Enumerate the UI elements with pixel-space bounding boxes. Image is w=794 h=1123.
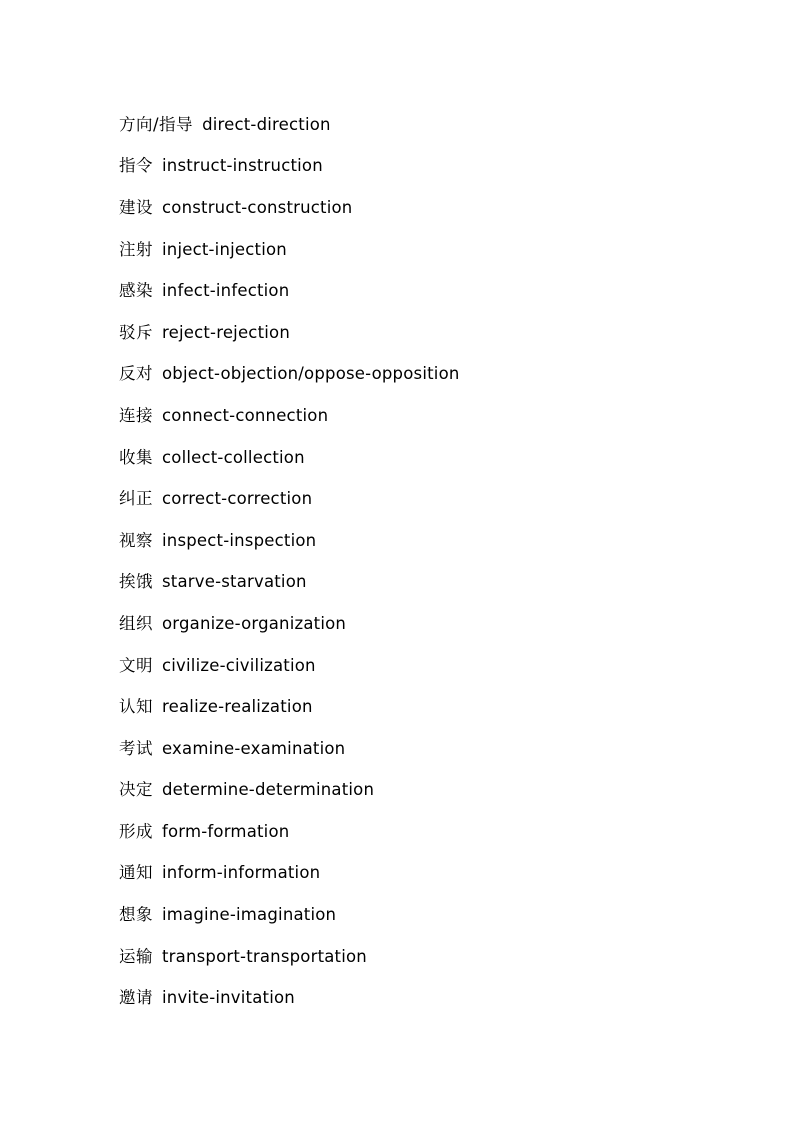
chinese-term: 邀请 xyxy=(119,988,153,1008)
english-word-pair: imagine-imagination xyxy=(162,905,337,925)
english-word-pair: realize-realization xyxy=(162,697,313,717)
chinese-term: 驳斥 xyxy=(119,322,153,342)
chinese-term: 连接 xyxy=(119,405,153,425)
chinese-term: 文明 xyxy=(119,655,153,675)
chinese-term: 收集 xyxy=(119,447,153,467)
vocabulary-list xyxy=(119,104,460,1019)
english-word-pair: connect-connection xyxy=(162,405,329,425)
chinese-term: 指令 xyxy=(119,156,153,176)
chinese-term: 考试 xyxy=(119,738,153,758)
list-item xyxy=(119,104,460,146)
list-item xyxy=(119,312,460,354)
chinese-term: 建设 xyxy=(119,197,153,217)
list-item xyxy=(119,977,460,1019)
chinese-term: 纠正 xyxy=(119,489,153,509)
chinese-term: 通知 xyxy=(119,863,153,883)
chinese-term: 挨饿 xyxy=(119,572,153,592)
chinese-term: 决定 xyxy=(119,780,153,800)
list-item xyxy=(119,395,460,437)
chinese-term: 感染 xyxy=(119,281,153,301)
english-word-pair: direct-direction xyxy=(202,114,331,134)
english-word-pair: civilize-civilization xyxy=(162,655,316,675)
list-item xyxy=(119,894,460,936)
english-word-pair: organize-organization xyxy=(162,613,347,633)
list-item xyxy=(119,270,460,312)
list-item xyxy=(119,853,460,895)
english-word-pair: starve-starvation xyxy=(162,572,307,592)
english-word-pair: determine-determination xyxy=(162,780,375,800)
english-word-pair: reject-rejection xyxy=(162,322,290,342)
list-item xyxy=(119,437,460,479)
english-word-pair: object-objection/oppose-opposition xyxy=(162,364,460,384)
chinese-term: 注射 xyxy=(119,239,153,259)
english-word-pair: form-formation xyxy=(162,821,290,841)
english-word-pair: instruct-instruction xyxy=(162,156,323,176)
english-word-pair: examine-examination xyxy=(162,738,346,758)
list-item xyxy=(119,520,460,562)
list-item xyxy=(119,686,460,728)
list-item xyxy=(119,645,460,687)
list-item xyxy=(119,146,460,188)
list-item xyxy=(119,936,460,978)
english-word-pair: inspect-inspection xyxy=(162,530,317,550)
english-word-pair: infect-infection xyxy=(162,281,290,301)
english-word-pair: collect-collection xyxy=(162,447,305,467)
chinese-term: 组织 xyxy=(119,613,153,633)
chinese-term: 认知 xyxy=(119,697,153,717)
list-item xyxy=(119,811,460,853)
list-item xyxy=(119,229,460,271)
english-word-pair: correct-correction xyxy=(162,489,313,509)
list-item xyxy=(119,728,460,770)
chinese-term: 运输 xyxy=(119,946,153,966)
english-word-pair: inform-information xyxy=(162,863,321,883)
list-item xyxy=(119,478,460,520)
list-item xyxy=(119,562,460,604)
chinese-term: 形成 xyxy=(119,821,153,841)
list-item xyxy=(119,187,460,229)
english-word-pair: transport-transportation xyxy=(162,946,367,966)
english-word-pair: construct-construction xyxy=(162,197,353,217)
chinese-term: 想象 xyxy=(119,905,153,925)
english-word-pair: invite-invitation xyxy=(162,988,295,1008)
list-item xyxy=(119,603,460,645)
english-word-pair: inject-injection xyxy=(162,239,287,259)
list-item xyxy=(119,770,460,812)
chinese-term: 视察 xyxy=(119,530,153,550)
chinese-term: 反对 xyxy=(119,364,153,384)
chinese-term: 方向/指导 xyxy=(119,114,194,134)
list-item xyxy=(119,354,460,396)
